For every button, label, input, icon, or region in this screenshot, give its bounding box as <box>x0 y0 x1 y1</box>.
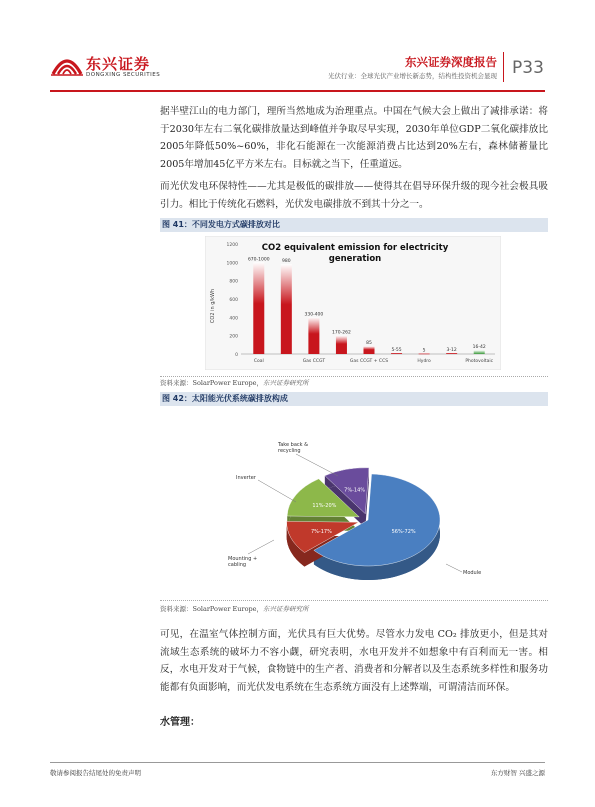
chart-42-series-name: Take back & recycling <box>278 442 309 454</box>
chart-41-data-label: 330-400 <box>304 312 324 318</box>
chart-41-data-label: 16-42 <box>472 345 486 351</box>
chart-42-leader <box>258 480 296 502</box>
chart-42-pct-label: 7%-14% <box>344 487 366 494</box>
logo-en-text: DONGXING SECURITIES <box>86 72 161 78</box>
water-management-heading: 水管理： <box>160 717 200 728</box>
paragraph-2: 而光伏发电环保特性——尤其是极低的碳排放——使得其在倡导环保升级的现今社会极具吸引力。相比于传统化石燃料，光伏发电碳排放不到其十分之一。 <box>160 181 548 210</box>
chart-41-data-label: 5-55 <box>391 347 402 353</box>
chart-41-xtick: Coal <box>253 359 264 364</box>
chart-41-data-label: 980 <box>282 259 291 265</box>
chart-41-bar <box>474 350 485 354</box>
report-title: 东兴证券深度报告 <box>405 55 497 69</box>
chart-41-bar <box>419 353 430 354</box>
report-subtitle: 光伏行业：全球光伏产业增长新态势，结构性投资机会显现 <box>328 72 497 80</box>
header-divider <box>503 52 504 82</box>
dongxing-logo-icon <box>50 52 84 78</box>
chart-42-pct-label: 7%-17% <box>310 528 332 535</box>
chart-42-series-name: Module <box>463 570 482 576</box>
figure-41-caption: 图 41：不同发电方式碳排放对比 <box>162 220 280 229</box>
figure-42-chart <box>218 432 503 592</box>
chart-41-xtick: Gas CCGT + CCS <box>349 359 389 364</box>
paragraph-3: 可见，在温室气体控制方面，光伏具有巨大优势。尽管水力发电 CO₂ 排放更小，但是其对流域生态系统的破坏力不容小觑，研究表明，水电开发并不如想象中有百利而无一害。相反，水电开发对于气候，食物链中的生产者、消费者和分解者以及生态系统多样性和服务功能都有负面影响，而光伏发电系统在生态系统方面没有上述弊端，可谓清洁而环保。 <box>160 629 548 693</box>
paragraph-1: 据半壁江山的电力部门，理所当然地成为治理重点。中国在气候大会上做出了减排承诺：将于2030年左右二氧化碳排放量达到峰值并争取尽早实现，2030年单位GDP二氧化碳排放比2005年降低50%~60%，非化石能源在一次能源消费占比达到20%左右，森林储蓄量比2005年增加45亿平方米左右。目标就之当下，任重道远。 <box>160 106 548 170</box>
footer-slogan: 东方财智 兴盛之源 <box>490 769 545 777</box>
chart-41-ytick: 0 <box>235 353 238 358</box>
chart-41-ytick: 800 <box>229 279 238 285</box>
chart-42-series-name: Inverter <box>236 475 256 481</box>
chart-42-pct-label: 56%-72% <box>391 529 416 536</box>
figure-41-chart <box>205 236 501 370</box>
chart-41-bar <box>336 336 347 354</box>
chart-41-ytick: 600 <box>229 298 238 303</box>
chart-41-bar <box>391 353 402 354</box>
page-number: P33 <box>512 58 544 78</box>
chart-41-bar <box>364 346 375 354</box>
chart-42-series-name: Mounting + cabling <box>228 556 258 568</box>
chart-41-title-line2: generation <box>328 254 382 264</box>
footer-disclaimer: 敬请参阅报告结尾处的免责声明 <box>50 769 141 777</box>
chart-41-bar <box>281 264 292 354</box>
chart-41-ytick: 1000 <box>226 261 238 267</box>
header-rule <box>50 90 545 92</box>
chart-41-data-label: 170-262 <box>332 330 351 336</box>
chart-41-bar <box>446 353 457 354</box>
chart-41-xtick: Photovoltaic <box>465 359 494 364</box>
figure-42-source-rule <box>160 600 548 601</box>
chart-42-leader <box>248 540 274 554</box>
chart-42-leader <box>296 454 338 476</box>
figure-42-caption: 图 42：太阳能光伏系统碳排放构成 <box>162 394 288 403</box>
chart-41-data-label: 5 <box>422 348 426 354</box>
chart-41-ytick: 400 <box>229 316 238 322</box>
chart-41-ytick: 200 <box>229 334 238 340</box>
chart-41-title-line1: CO2 equivalent emission for electricity <box>261 243 449 253</box>
figure-42-source: 资料来源：SolarPower Europe，东兴证券研究所 <box>160 605 309 613</box>
chart-41-data-label: 670-1000 <box>247 257 270 263</box>
chart-41-xtick: Gas CCGT <box>302 359 326 364</box>
chart-41-ytick: 1200 <box>226 243 238 248</box>
chart-41-data-label: 85 <box>366 341 372 347</box>
chart-41-xtick: Hydro <box>417 359 431 364</box>
chart-42-pct-label: 11%-20% <box>312 502 337 509</box>
figure-41-source: 资料来源：SolarPower Europe，东兴证券研究所 <box>160 379 309 387</box>
chart-41-ylabel: CO2 in g/kWh <box>210 288 216 324</box>
chart-41-data-label: 3-12 <box>446 347 457 353</box>
footer-rule <box>50 762 545 763</box>
figure-41-source-rule <box>160 376 548 377</box>
chart-41-bar <box>253 262 264 354</box>
chart-41-bar <box>308 317 319 354</box>
chart-42-leader <box>446 564 462 572</box>
logo-cn-text: 东兴证券 <box>86 55 151 73</box>
